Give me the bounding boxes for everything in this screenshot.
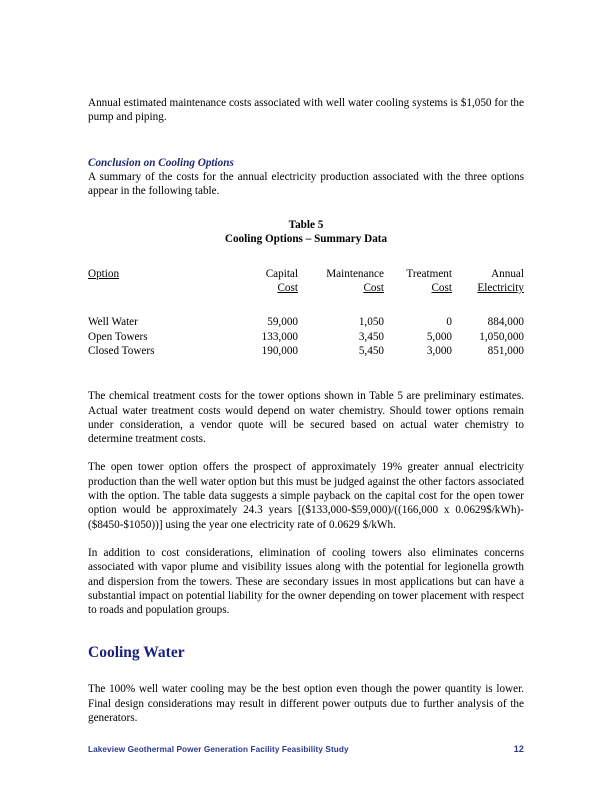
cell-annual-electricity: 851,000	[487, 344, 524, 357]
cell-maintenance-cost: 5,450	[358, 344, 384, 357]
cell-option: Well Water	[88, 316, 138, 329]
table-spacer-cell	[88, 295, 524, 315]
column-header-maintenance-bottom	[298, 281, 384, 295]
table-header-row-top	[88, 267, 524, 281]
section-heading-cooling-water: Cooling Water	[88, 644, 185, 662]
paragraph-legionella: In addition to cost considerations, elimination of cooling towers also eliminates concerns associated with vapor plume and visibility issues along with the potential for legionella growth and dispersion from the towers. These are secondary issues in most applications but can have a substantial impact on potential liability for the owner depending on tower placement with respect to roads and population groups.	[88, 546, 524, 617]
column-header-treatment-top: Treatment	[406, 267, 452, 280]
column-header-capital-cost-label: Cost	[277, 282, 298, 295]
subheading-conclusion-on-cooling-options: Conclusion on Cooling Options	[88, 156, 234, 169]
table-title-line2: Cooling Options – Summary Data	[224, 233, 388, 246]
spacer	[88, 125, 524, 156]
table-title-line1: Table 5	[288, 219, 324, 232]
column-header-maintenance-cost-label: Cost	[363, 282, 384, 295]
cell-capital-cost: 59,000	[267, 316, 298, 329]
table-spacer-row	[88, 295, 524, 315]
paragraph-payback: The open tower option offers the prospect of approximately 19% greater annual electricity production than the well water option but this must be judged against the other factors associated with the option. The table data suggests a simple payback on the capital cost for the open tower option would be approximately 24.3 years [($133,000-$59,000)/((166,000 x 0.0629$/kWh)-($8450-$1050))] using the year one electricity rate of 0.0629 $/kWh.	[88, 461, 524, 531]
page-footer	[88, 744, 524, 754]
table-header-row-bottom	[88, 281, 524, 295]
spacer	[88, 198, 524, 218]
column-header-annual-top: Annual	[491, 267, 524, 280]
column-header-option-label: Option	[88, 267, 120, 280]
spacer	[88, 617, 524, 643]
cell-annual-electricity: 1,050,000	[479, 330, 524, 343]
column-header-capital-bottom	[220, 281, 298, 295]
page-content	[88, 96, 524, 725]
column-header-annual-bottom	[452, 281, 524, 295]
cell-option: Closed Towers	[88, 344, 155, 357]
cell-annual-electricity: 884,000	[487, 316, 524, 329]
cell-treatment-cost: 0	[446, 316, 452, 329]
column-header-maintenance-top: Maintenance	[326, 267, 384, 280]
column-header-annual-electricity-label: Electricity	[477, 282, 524, 295]
footer-page-number: 12	[513, 744, 524, 754]
spacer	[88, 358, 524, 389]
cell-capital-cost: 133,000	[261, 330, 298, 343]
table-row	[88, 344, 524, 358]
table-row	[88, 330, 524, 344]
cell-capital-cost: 190,000	[261, 344, 298, 357]
column-header-option-bottom	[88, 281, 220, 295]
cell-treatment-cost: 3,000	[426, 344, 452, 357]
paragraph-summary-lead: A summary of the costs for the annual electricity production associated with the three options appear in the following table.	[88, 170, 524, 197]
cooling-options-summary-table	[88, 267, 524, 358]
spacer	[88, 446, 524, 460]
paragraph-maintenance-costs: Annual estimated maintenance costs associated with well water cooling systems is $1,050 for the pump and piping.	[88, 97, 524, 124]
paragraph-treatment-note: The chemical treatment costs for the tower options shown in Table 5 are preliminary estimates. Actual water treatment costs would depend on water chemistry. Should tower options remain under consideration, a vendor quote will be secured based on actual water chemistry to determine treatment costs.	[88, 390, 524, 446]
footer-document-title: Lakeview Geothermal Power Generation Facility Feasibility Study	[88, 745, 349, 754]
spacer	[88, 247, 524, 267]
paragraph-cooling-water-body: The 100% well water cooling may be the best option even though the power quantity is lower. Final design considerations may result in different power outputs due to further analysis of the generators.	[88, 683, 524, 725]
spacer	[88, 662, 524, 682]
column-header-option	[88, 267, 220, 281]
spacer	[88, 532, 524, 546]
column-header-treatment-bottom	[384, 281, 452, 295]
cell-maintenance-cost: 1,050	[358, 316, 384, 329]
column-header-treatment-cost-label: Cost	[431, 282, 452, 295]
column-header-capital-top: Capital	[265, 267, 298, 280]
table-body	[88, 295, 524, 358]
table-row	[88, 315, 524, 329]
cell-option: Open Towers	[88, 330, 148, 343]
cell-maintenance-cost: 3,450	[358, 330, 384, 343]
cell-treatment-cost: 5,000	[426, 330, 452, 343]
table-header	[88, 267, 524, 296]
